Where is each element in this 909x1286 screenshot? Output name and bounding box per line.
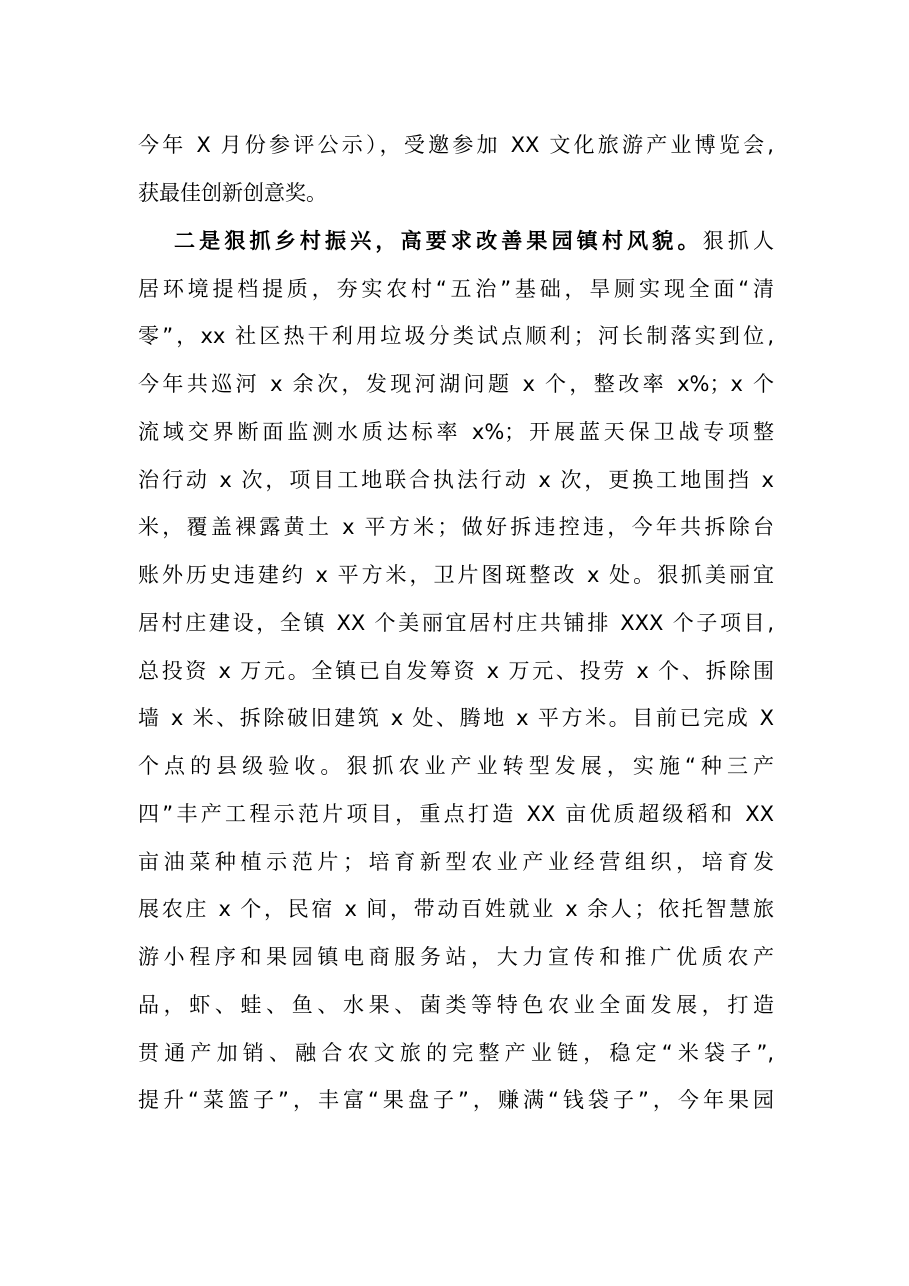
text-line-20: 贯通产加销、融合农文旅的完整产业链，稳定“米袋子”, (138, 1041, 774, 1065)
text-line-12: 总投资 x 万元。全镇已自发筹资 x 万元、投劳 x 个、拆除围 (138, 659, 774, 683)
text-line-15: 四”丰产工程示范片项目，重点打造 XX 亩优质超级稻和 XX (138, 802, 774, 826)
text-line-2: 获最佳创新创意奖。 (138, 181, 327, 205)
text-line-21: 提升“菜篮子”，丰富“果盘子”，赚满“钱袋子”，今年果园 (138, 1088, 774, 1112)
text-line-17: 展农庄 x 个，民宿 x 间，带动百姓就业 x 余人；依托智慧旅 (138, 897, 774, 921)
text-line-1: 今年 X 月份参评公示），受邀参加 XX 文化旅游产业博览会, (138, 133, 774, 157)
text-line-4: 居环境提档提质，夯实农村“五治”基础，旱厕实现全面“清 (138, 277, 774, 301)
text-line-11: 居村庄建设，全镇 XX 个美丽宜居村庄共铺排 XXX 个子项目, (138, 611, 774, 635)
text-line-19: 品，虾、蛙、鱼、水果、菌类等特色农业全面发展，打造 (138, 993, 774, 1017)
text-line-18: 游小程序和果园镇电商服务站，大力宣传和推广优质农产 (138, 945, 774, 969)
text-line-16: 亩油菜种植示范片；培育新型农业产业经营组织，培育发 (138, 850, 774, 874)
text-line-9: 米，覆盖裸露黄土 x 平方米；做好拆违控违，今年共拆除台 (138, 515, 774, 539)
text-line-14: 个点的县级验收。狠抓农业产业转型发展，实施“种三产 (138, 754, 774, 778)
paragraph-lead: 二是狠抓乡村振兴，高要求改善果园镇村风貌。 (174, 229, 703, 253)
text-line-6: 今年共巡河 x 余次，发现河湖问题 x 个，整改率 x%；x 个 (138, 372, 774, 396)
text-line-13: 墙 x 米、拆除破旧建筑 x 处、腾地 x 平方米。目前已完成 X (138, 706, 774, 730)
text-line-8: 治行动 x 次，项目工地联合执法行动 x 次，更换工地围挡 x (138, 468, 774, 492)
paragraph-heading-line (174, 226, 774, 256)
paragraph-lead-tail: 狠抓人 (702, 229, 774, 253)
text-line-5: 零”，xx 社区热干利用垃圾分类试点顺利；河长制落实到位, (138, 324, 774, 348)
text-line-10: 账外历史违建约 x 平方米，卫片图斑整改 x 处。狠抓美丽宜 (138, 563, 774, 587)
text-line-7: 流域交界断面监测水质达标率 x%；开展蓝天保卫战专项整 (138, 420, 774, 444)
